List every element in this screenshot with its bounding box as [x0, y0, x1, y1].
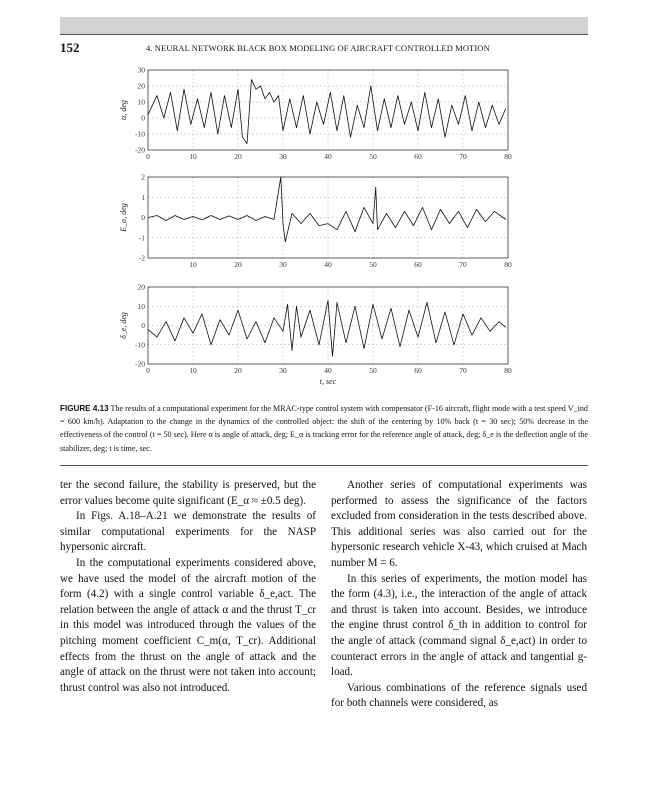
x-tick-label: 10	[189, 366, 197, 375]
x-tick-label: 10	[189, 260, 197, 269]
y-axis-label: α, deg	[119, 100, 128, 120]
x-tick-label: 50	[369, 260, 377, 269]
figure-label: FIGURE 4.13	[60, 404, 109, 413]
x-tick-label: 70	[459, 260, 467, 269]
paragraph: In Figs. A.18–A.21 we demonstrate the results of similar computational experiments for the NASP hypersonic aircraft.	[60, 510, 316, 554]
y-axis-label: E_α, deg	[119, 203, 128, 232]
y-tick-label: 20	[137, 282, 145, 292]
x-tick-label: 0	[146, 366, 150, 375]
y-tick-label: 0	[141, 113, 145, 123]
y-tick-label: 30	[137, 65, 145, 75]
x-tick-label: 40	[324, 152, 332, 161]
paragraph: Various combinations of the reference signals used for both channels were considered, as	[331, 681, 587, 710]
series-line	[148, 177, 506, 242]
y-tick-label: -20	[135, 145, 145, 155]
x-tick-label: 80	[504, 260, 512, 269]
y-tick-label: 0	[141, 213, 145, 222]
x-tick-label: 60	[414, 366, 422, 375]
x-tick-label: 70	[459, 152, 467, 161]
page-number: 152	[60, 40, 80, 55]
y-tick-label: 10	[137, 97, 145, 107]
y-tick-label: 20	[137, 81, 145, 91]
body-column-left	[60, 478, 316, 696]
figure-caption	[60, 402, 588, 455]
x-tick-label: 30	[279, 260, 287, 269]
y-tick-label: -2	[138, 253, 145, 263]
x-tick-label: 60	[414, 260, 422, 269]
y-tick-label: -1	[138, 233, 145, 243]
paragraph: Another series of computational experiments was performed to assess the significance of the factors excluded from consideration in the tests described above. This additional series was also carried out for the hypersonic research vehicle X-43, which cruised at Mach number M = 6.	[331, 479, 587, 569]
x-tick-label: 40	[324, 260, 332, 269]
x-tick-label: 70	[459, 366, 467, 375]
x-tick-label: 50	[369, 366, 377, 375]
y-tick-label: 0	[141, 321, 145, 330]
x-axis-label: t, sec	[319, 377, 337, 386]
x-tick-label: 0	[146, 152, 150, 161]
x-tick-label: 30	[279, 366, 287, 375]
x-tick-label: 10	[189, 152, 197, 161]
x-tick-label: 20	[234, 152, 242, 161]
x-tick-label: 50	[369, 152, 377, 161]
y-axis-label: δ_e, deg	[119, 312, 128, 339]
x-tick-label: 20	[234, 366, 242, 375]
x-tick-label: 60	[414, 152, 422, 161]
running-title: 4. NEURAL NETWORK BLACK BOX MODELING OF AIRCRAFT CONTROLLED MOTION	[146, 43, 490, 53]
caption-rule	[60, 465, 588, 466]
paragraph: In the computational experiments considered above, we have used the model of the aircraft motion of the form (4.2) with a single control variable δ_e,act. The relation between the angle of attack α and the thrust T_cr in this model was introduced through the values of the pitching moment coefficient C_m(α, T_cr). Additional effects from the thrust on the angle of attack and the angle of attack on the thrust were not taken into account; thrust control was also not introduced.	[60, 556, 316, 694]
y-tick-label: -10	[135, 129, 145, 139]
x-tick-label: 30	[279, 152, 287, 161]
x-tick-label: 80	[504, 366, 512, 375]
paragraph: In this series of experiments, the motion model has the form (4.3), i.e., the interaction of the angle of attack and thrust is taken into account. Besides, we introduce the engine thrust control δ_th in addition to control for the angle of attack (command signal δ_e,act) in order to counteract errors in the angle of attack and tangential g-load.	[331, 572, 587, 679]
x-tick-label: 40	[324, 366, 332, 375]
paragraph: ter the second failure, the stability is preserved, but the error values become quite significant (E_α ≈ ±0.5 deg).	[60, 479, 316, 507]
y-tick-label: -20	[135, 359, 145, 369]
y-tick-label: 1	[141, 192, 145, 202]
y-tick-label: -10	[135, 340, 145, 350]
body-column-right	[331, 478, 587, 712]
series-line	[148, 301, 506, 357]
y-tick-label: 2	[141, 172, 145, 182]
y-tick-label: 10	[137, 301, 145, 311]
x-tick-label: 80	[504, 152, 512, 161]
x-tick-label: 20	[234, 260, 242, 269]
figure-caption-text: The results of a computational experiment for the MRAC-type control system with compensator (F-16 aircraft, flight mode with a test speed V_ind = 600 km/h). Adaptation to the change in the dynamics of the controlled object: the shift of the centering by 10% back (t = 30 sec); 50% decrease in the effectiveness of the control (t = 50 sec). Here α is angle of attack, deg; E_α is tracking error for the reference angle of attack, deg; δ_e is the deflection angle of the stabilizer, deg; t is time, sec.	[60, 404, 588, 453]
